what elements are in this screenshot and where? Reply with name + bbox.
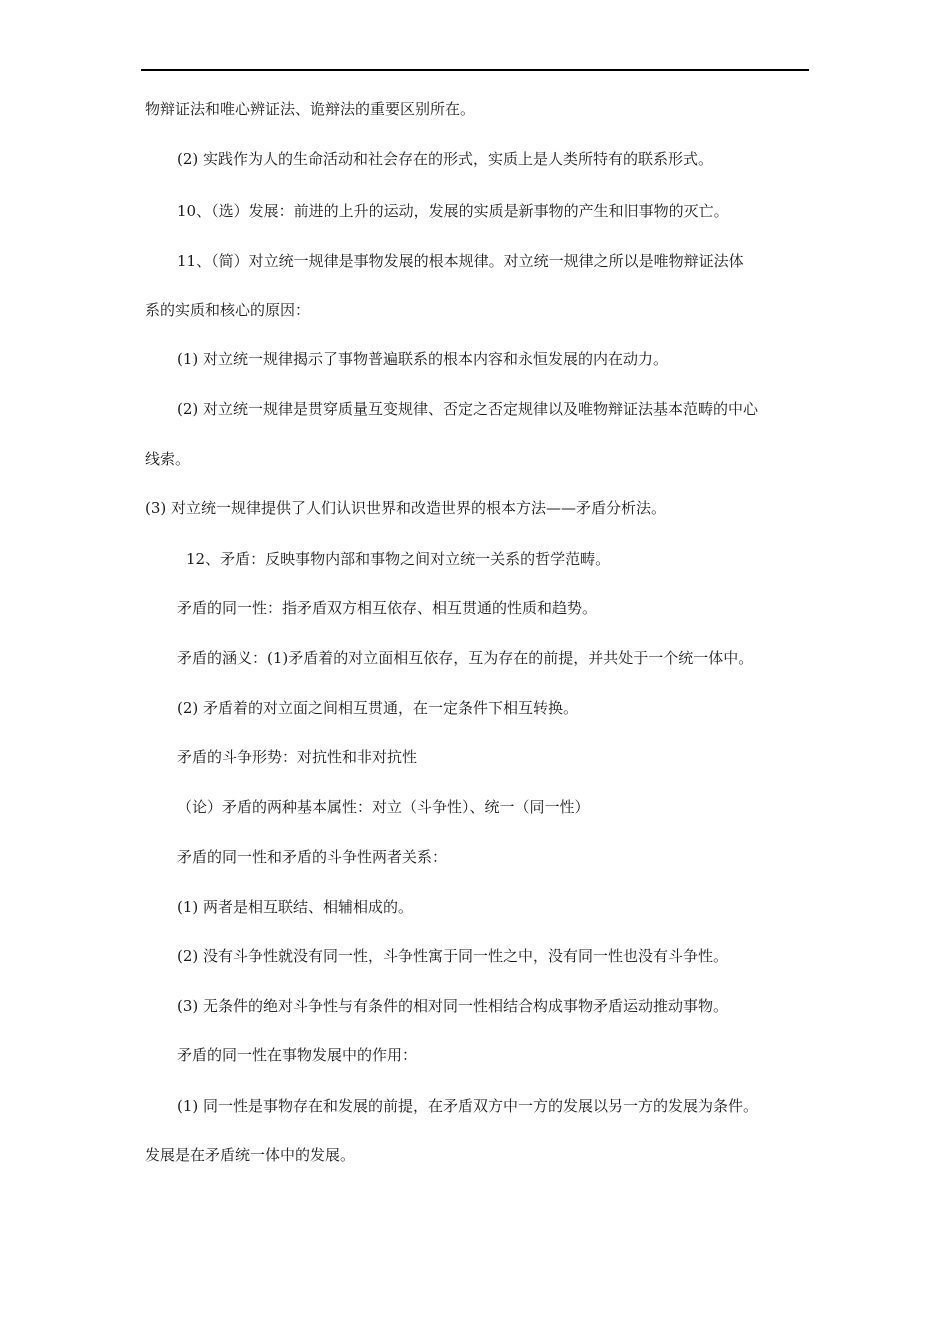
text-line: (1) 两者是相互联结、相辅相成的。 — [177, 898, 414, 916]
text-line: (2) 矛盾着的对立面之间相互贯通，在一定条件下相互转换。 — [177, 699, 579, 717]
text-line: (1) 同一性是事物存在和发展的前提，在矛盾双方中一方的发展以另一方的发展为条件。 — [177, 1097, 759, 1115]
text-line: 矛盾的斗争形势：对抗性和非对抗性 — [177, 748, 418, 766]
text-line: 11、（简）对立统一规律是事物发展的根本规律。对立统一规律之所以是唯物辩证法体 — [177, 252, 744, 270]
text-line: 10、（选）发展：前进的上升的运动，发展的实质是新事物的产生和旧事物的灭亡。 — [177, 202, 729, 220]
text-line: 矛盾的同一性：指矛盾双方相互依存、相互贯通的性质和趋势。 — [177, 599, 598, 617]
text-line: 系的实质和核心的原因： — [145, 301, 311, 319]
text-line: (3) 无条件的绝对斗争性与有条件的相对同一性相结合构成事物矛盾运动推动事物。 — [177, 997, 729, 1015]
text-line: 发展是在矛盾统一体中的发展。 — [145, 1146, 356, 1164]
header-rule — [141, 69, 809, 71]
text-line: 矛盾的同一性和矛盾的斗争性两者关系： — [177, 848, 448, 866]
text-line: 矛盾的同一性在事物发展中的作用： — [177, 1046, 418, 1064]
text-line: 12、矛盾：反映事物内部和事物之间对立统一关系的哲学范畴。 — [186, 550, 611, 568]
text-line: 线索。 — [145, 450, 191, 468]
text-line: (2) 对立统一规律是贯穿质量互变规律、否定之否定规律以及唯物辩证法基本范畴的中心 — [177, 400, 759, 418]
text-line: (1) 对立统一规律揭示了事物普遍联系的根本内容和永恒发展的内在动力。 — [177, 350, 669, 368]
text-line: （论）矛盾的两种基本属性：对立（斗争性）、统一（同一性） — [177, 798, 590, 816]
text-line: (2) 实践作为人的生命活动和社会存在的形式，实质上是人类所特有的联系形式。 — [177, 150, 714, 168]
text-line: (3) 对立统一规律提供了人们认识世界和改造世界的根本方法——矛盾分析法。 — [145, 499, 667, 517]
text-line: 物辩证法和唯心辨证法、诡辩法的重要区别所在。 — [145, 100, 476, 118]
text-line: (2) 没有斗争性就没有同一性，斗争性寓于同一性之中，没有同一性也没有斗争性。 — [177, 947, 729, 965]
text-line: 矛盾的涵义：(1)矛盾着的对立面相互依存，互为存在的前提，并共处于一个统一体中。 — [177, 649, 754, 667]
